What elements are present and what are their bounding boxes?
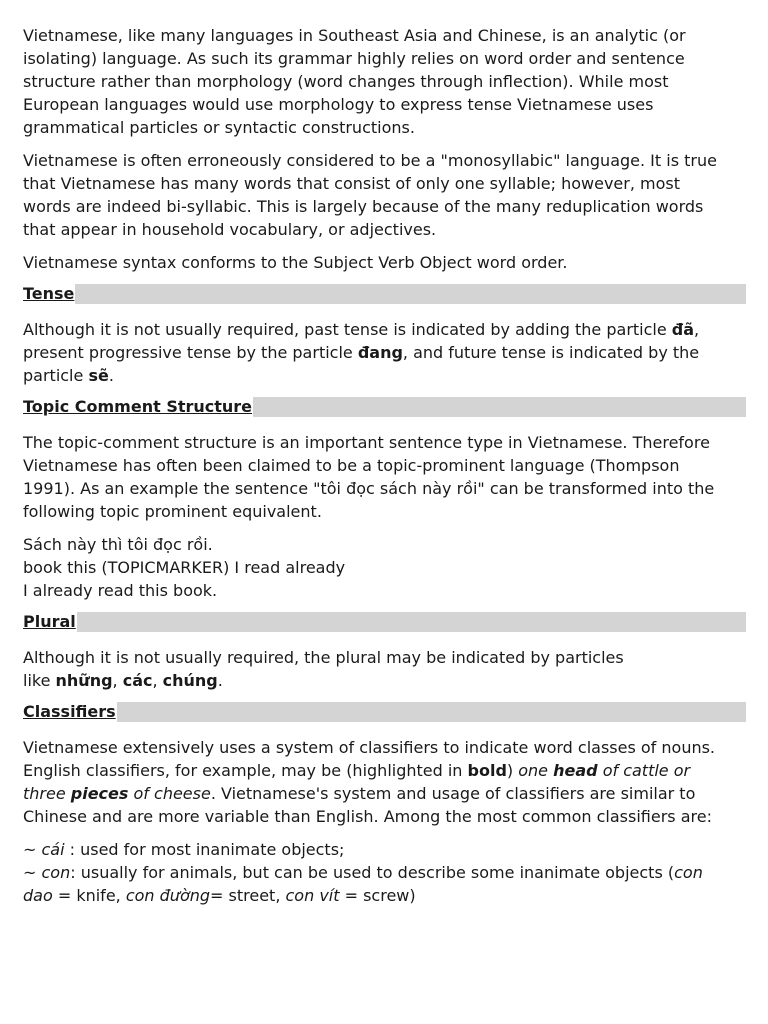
plural-paragraph [23, 646, 746, 692]
text-line: Although it is not usually required, past tense is indicated by adding the particle đã, [23, 320, 700, 339]
text-line: three pieces of cheese. Vietnamese's system and usage of classifiers are similar to [23, 784, 696, 803]
intro-paragraph-1 [23, 24, 746, 139]
intro-paragraph-2 [23, 149, 746, 241]
heading-label: Tense [23, 284, 75, 303]
text-line: that appear in household vocabulary, or adjectives. [23, 220, 437, 239]
text-line: Vietnamese extensively uses a system of classifiers to indicate word classes of nouns. [23, 738, 716, 757]
example-line: book this (TOPICMARKER) I read already [23, 558, 346, 577]
section-heading-plural [23, 612, 746, 632]
text-line: following topic prominent equivalent. [23, 502, 322, 521]
text-line: Chinese and are more variable than English. Among the most common classifiers are: [23, 807, 712, 826]
text-line: Vietnamese has often been claimed to be a topic-prominent language (Thompson [23, 456, 680, 475]
text-line: structure rather than morphology (word changes through inflection). While most [23, 72, 669, 91]
classifier-item: ~ con: usually for animals, but can be used to describe some inanimate objects (con [23, 863, 703, 882]
topic-example [23, 533, 746, 602]
text-line: isolating) language. As such its grammar highly relies on word order and sentence [23, 49, 685, 68]
topic-paragraph [23, 431, 746, 523]
section-heading-tense [23, 284, 746, 304]
text-line: grammatical particles or syntactic constructions. [23, 118, 415, 137]
section-heading-classifiers [23, 702, 746, 722]
example-line: Sách này thì tôi đọc rồi. [23, 535, 213, 554]
section-heading-topic-comment [23, 397, 746, 417]
text-line: present progressive tense by the particle đang, and future tense is indicated by the [23, 343, 700, 362]
classifier-list [23, 838, 746, 907]
text-line: The topic-comment structure is an important sentence type in Vietnamese. Therefore [23, 433, 710, 452]
text-line: particle sẽ. [23, 366, 114, 385]
classifier-item: ~ cái : used for most inanimate objects; [23, 840, 345, 859]
text-line: 1991). As an example the sentence "tôi đọc sách này rồi" can be transformed into the [23, 479, 715, 498]
text-line: that Vietnamese has many words that consist of only one syllable; however, most [23, 174, 680, 193]
classifiers-paragraph [23, 736, 746, 828]
classifier-item-continued: dao = knife, con đường= street, con vít = screw) [23, 886, 416, 905]
heading-label: Topic Comment Structure [23, 397, 253, 416]
text-line: European languages would use morphology to express tense Vietnamese uses [23, 95, 654, 114]
text-line: like những, các, chúng. [23, 671, 223, 690]
heading-label: Plural [23, 612, 76, 631]
text-line: Vietnamese is often erroneously considered to be a "monosyllabic" language. It is true [23, 151, 717, 170]
text-line: Vietnamese, like many languages in Southeast Asia and Chinese, is an analytic (or [23, 26, 686, 45]
text-line: Vietnamese syntax conforms to the Subject Verb Object word order. [23, 253, 568, 272]
heading-label: Classifiers [23, 702, 116, 721]
text-line: English classifiers, for example, may be (highlighted in bold) one head of cattle or [23, 761, 691, 780]
text-line: words are indeed bi-syllabic. This is largely because of the many reduplication words [23, 197, 704, 216]
text-line: Although it is not usually required, the plural may be indicated by particles [23, 648, 624, 667]
intro-paragraph-3 [23, 251, 746, 274]
tense-paragraph [23, 318, 746, 387]
example-line: I already read this book. [23, 581, 218, 600]
